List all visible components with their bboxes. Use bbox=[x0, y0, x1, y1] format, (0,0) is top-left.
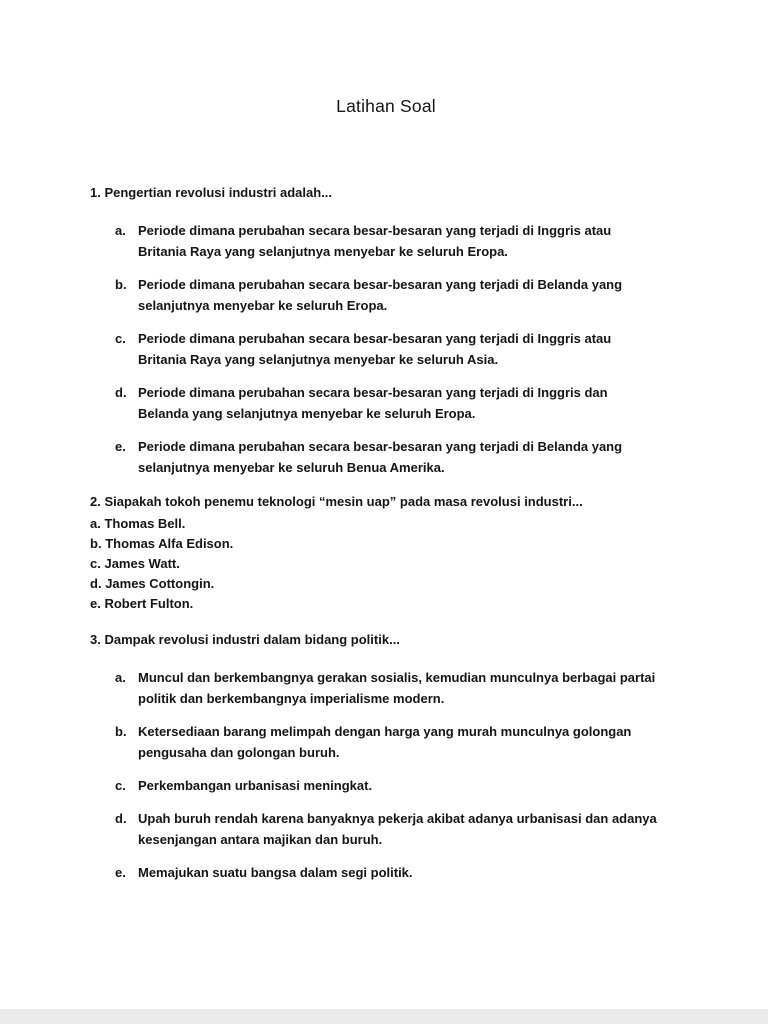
option-text: Periode dimana perubahan secara besar-besaran yang terjadi di Inggris atau Britania Raya yang selanjutnya menyebar ke seluruh Asia. bbox=[138, 331, 612, 367]
option-text: Memajukan suatu bangsa dalam segi politik. bbox=[138, 865, 413, 880]
question-3 bbox=[90, 630, 682, 883]
option-letter: e. bbox=[90, 596, 101, 611]
question-3-stem bbox=[90, 630, 682, 650]
option-text: Periode dimana perubahan secara besar-besaran yang terjadi di Inggris atau Britania Raya yang selanjutnya menyebar ke seluruh Eropa. bbox=[138, 223, 612, 259]
question-text: Dampak revolusi industri dalam bidang politik... bbox=[104, 632, 400, 647]
option-letter: d. bbox=[115, 811, 127, 826]
question-option bbox=[115, 274, 682, 316]
question-number: 1. bbox=[90, 185, 101, 200]
page-title: Latihan Soal bbox=[336, 96, 436, 116]
question-text: Pengertian revolusi industri adalah... bbox=[104, 185, 333, 200]
option-text: Thomas Bell. bbox=[104, 516, 186, 531]
question-number: 2. bbox=[90, 494, 101, 509]
option-text: James Watt. bbox=[104, 556, 180, 571]
option-letter: b. bbox=[115, 277, 127, 292]
question-2-stem bbox=[90, 492, 682, 512]
question-1 bbox=[90, 183, 682, 478]
question-option bbox=[115, 328, 682, 370]
option-text: Muncul dan berkembangnya gerakan sosialis, kemudian munculnya berbagai partai politik dan berkembangnya imperialisme modern. bbox=[138, 670, 656, 706]
question-option bbox=[115, 382, 682, 424]
question-option bbox=[115, 220, 682, 262]
option-text: Periode dimana perubahan secara besar-besaran yang terjadi di Belanda yang selanjutnya menyebar ke seluruh Eropa. bbox=[138, 277, 623, 313]
question-option bbox=[115, 775, 682, 796]
question-number: 3. bbox=[90, 632, 101, 647]
option-letter: a. bbox=[90, 516, 101, 531]
question-option bbox=[115, 667, 682, 709]
question-1-options bbox=[90, 220, 682, 478]
option-letter: c. bbox=[115, 778, 126, 793]
option-letter: e. bbox=[115, 865, 126, 880]
option-text: Upah buruh rendah karena banyaknya pekerja akibat adanya urbanisasi dan adanya kesenjangan antara majikan dan buruh. bbox=[138, 811, 657, 847]
question-option bbox=[115, 436, 682, 478]
question-text: Siapakah tokoh penemu teknologi “mesin uap” pada masa revolusi industri... bbox=[104, 494, 583, 509]
question-option bbox=[115, 721, 682, 763]
question-option bbox=[115, 862, 682, 883]
question-option bbox=[90, 514, 682, 534]
question-1-stem bbox=[90, 183, 682, 203]
question-option bbox=[90, 574, 682, 594]
option-letter: e. bbox=[115, 439, 126, 454]
question-3-options bbox=[90, 667, 682, 883]
question-option bbox=[90, 594, 682, 614]
option-text: Perkembangan urbanisasi meningkat. bbox=[138, 778, 373, 793]
option-text: James Cottongin. bbox=[105, 576, 215, 591]
option-letter: a. bbox=[115, 670, 126, 685]
option-letter: a. bbox=[115, 223, 126, 238]
option-text: Periode dimana perubahan secara besar-besaran yang terjadi di Inggris dan Belanda yang selanjutnya menyebar ke seluruh Eropa. bbox=[138, 385, 608, 421]
option-text: Robert Fulton. bbox=[104, 596, 194, 611]
option-text: Thomas Alfa Edison. bbox=[105, 536, 234, 551]
question-option bbox=[90, 554, 682, 574]
option-letter: b. bbox=[90, 536, 102, 551]
question-option bbox=[115, 808, 682, 850]
page-edge bbox=[0, 1009, 768, 1024]
option-letter: d. bbox=[115, 385, 127, 400]
option-text: Ketersediaan barang melimpah dengan harga yang murah munculnya golongan pengusaha dan golongan buruh. bbox=[138, 724, 632, 760]
option-letter: c. bbox=[115, 331, 126, 346]
option-letter: b. bbox=[115, 724, 127, 739]
option-letter: d. bbox=[90, 576, 102, 591]
question-option bbox=[90, 534, 682, 554]
question-2-options bbox=[90, 514, 682, 614]
question-2 bbox=[90, 492, 682, 614]
option-text: Periode dimana perubahan secara besar-besaran yang terjadi di Belanda yang selanjutnya menyebar ke seluruh Benua Amerika. bbox=[138, 439, 623, 475]
option-letter: c. bbox=[90, 556, 101, 571]
